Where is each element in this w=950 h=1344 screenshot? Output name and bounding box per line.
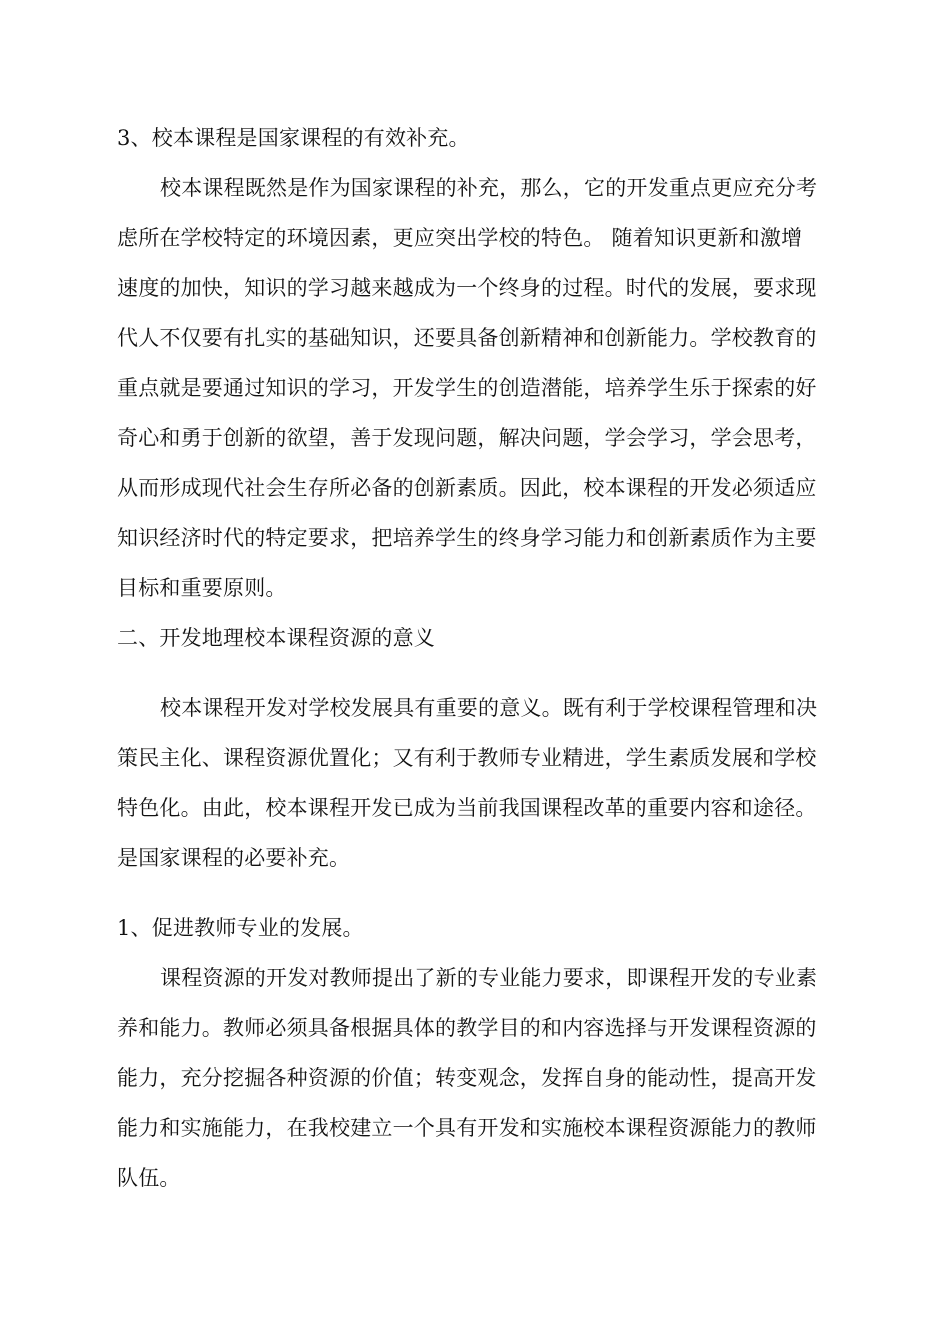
paragraph-3-line-2: 养和能力。教师必须具备根据具体的教学目的和内容选择与开发课程资源的 bbox=[117, 1016, 817, 1040]
paragraph-3-line-5: 队伍。 bbox=[117, 1166, 181, 1190]
subheading-3: 3、校本课程是国家课程的有效补充。 bbox=[117, 126, 470, 150]
paragraph-2-line-1: 校本课程开发对学校发展具有重要的意义。既有利于学校课程管理和决 bbox=[160, 696, 818, 720]
section-heading-2: 二、开发地理校本课程资源的意义 bbox=[117, 626, 435, 650]
paragraph-1-line-2: 虑所在学校特定的环境因素，更应突出学校的特色。 随着知识更新和激增 bbox=[117, 226, 803, 250]
paragraph-1-line-9: 目标和重要原则。 bbox=[117, 576, 287, 600]
paragraph-2-line-3: 特色化。由此，校本课程开发已成为当前我国课程改革的重要内容和途径。 bbox=[117, 796, 817, 820]
paragraph-3-line-4: 能力和实施能力，在我校建立一个具有开发和实施校本课程资源能力的教师 bbox=[117, 1116, 817, 1140]
paragraph-3-line-1: 课程资源的开发对教师提出了新的专业能力要求，即课程开发的专业素 bbox=[160, 966, 818, 990]
paragraph-1-line-7: 从而形成现代社会生存所必备的创新素质。因此，校本课程的开发必须适应 bbox=[117, 476, 817, 500]
paragraph-1-line-3: 速度的加快，知识的学习越来越成为一个终身的过程。时代的发展，要求现 bbox=[117, 276, 817, 300]
paragraph-1-line-6: 奇心和勇于创新的欲望，善于发现问题，解决问题，学会学习，学会思考， bbox=[117, 426, 817, 450]
subheading-1: 1、促进教师专业的发展。 bbox=[117, 916, 364, 940]
paragraph-1-line-4: 代人不仅要有扎实的基础知识，还要具备创新精神和创新能力。学校教育的 bbox=[117, 326, 817, 350]
paragraph-1-line-5: 重点就是要通过知识的学习，开发学生的创造潜能，培养学生乐于探索的好 bbox=[117, 376, 817, 400]
paragraph-3-line-3: 能力，充分挖掘各种资源的价值；转变观念，发挥自身的能动性，提高开发 bbox=[117, 1066, 817, 1090]
paragraph-1-line-1: 校本课程既然是作为国家课程的补充，那么，它的开发重点更应充分考 bbox=[160, 176, 818, 200]
paragraph-2-line-2: 策民主化、课程资源优置化；又有利于教师专业精进，学生素质发展和学校 bbox=[117, 746, 817, 770]
paragraph-1-line-8: 知识经济时代的特定要求，把培养学生的终身学习能力和创新素质作为主要 bbox=[117, 526, 817, 550]
paragraph-2-line-4: 是国家课程的必要补充。 bbox=[117, 846, 351, 870]
